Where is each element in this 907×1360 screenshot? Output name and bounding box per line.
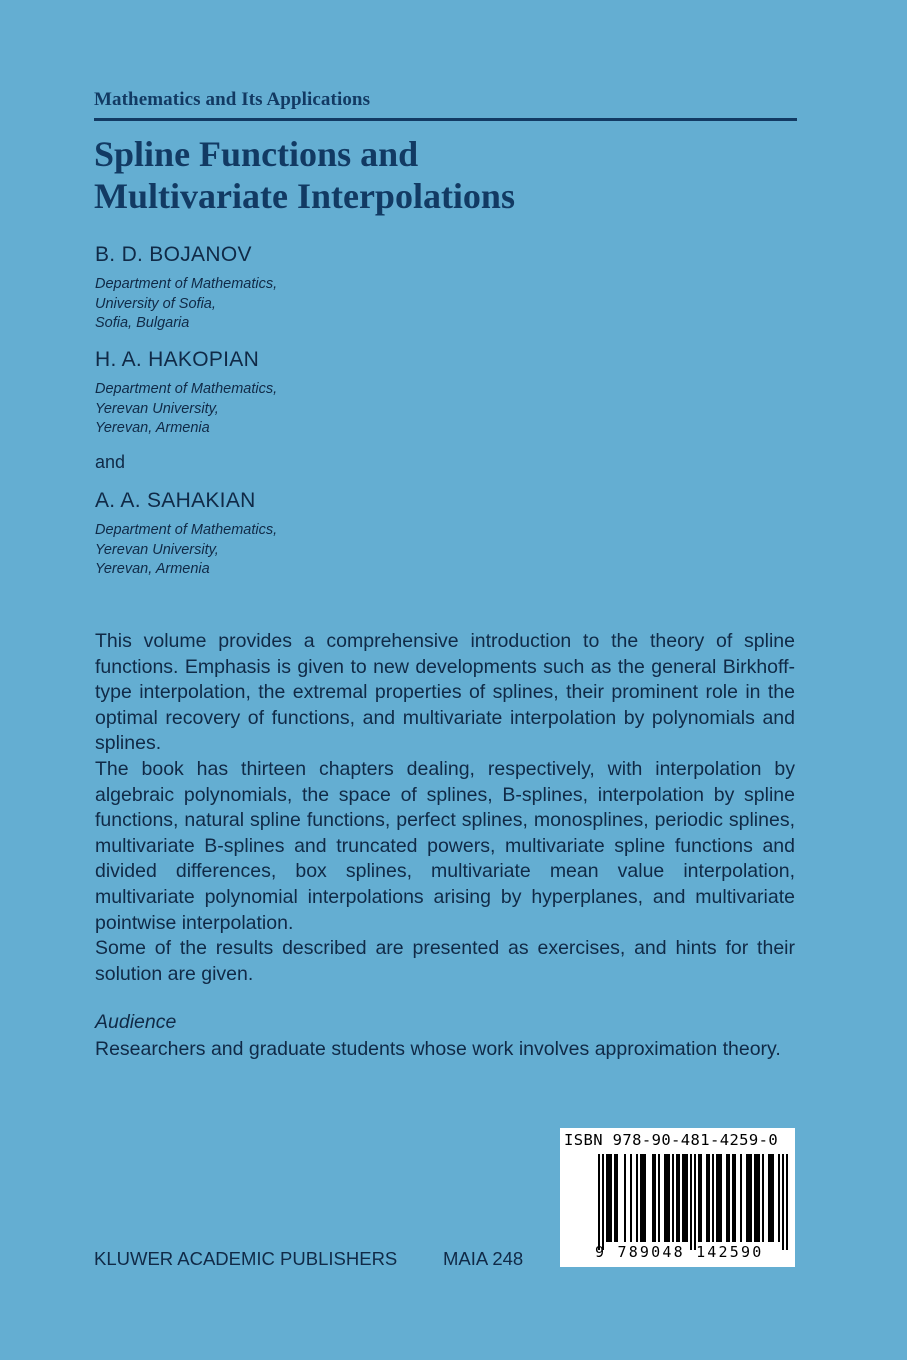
barcode-bar <box>640 1154 642 1242</box>
barcode-bar <box>772 1154 774 1242</box>
series-name: Mathematics and Its Applications <box>94 89 371 110</box>
barcode-bar <box>602 1154 604 1250</box>
affiliation-line: Yerevan University, <box>95 541 219 558</box>
author-affiliation <box>95 380 277 439</box>
barcode-bar <box>750 1154 752 1242</box>
barcode-bar <box>786 1154 788 1250</box>
barcode-bar <box>642 1154 644 1242</box>
barcode-bar <box>708 1154 710 1242</box>
barcode-bar <box>740 1154 742 1242</box>
barcode-bar <box>712 1154 714 1242</box>
description-paragraph: The book has thirteen chapters dealing, respectively, with interpolation by algebraic polynomials, the space of splines, B-splines, interpolation by spline functions, natural spline functions, perfect splines, monosplines, periodic splines, multivariate B-splines and truncated powers, multivariate spline functions and divided differences, box splines, multivariate mean value interpolation, multivariate polynomial interpolations arising by hyperplanes, and multivariate pointwise interpolation. <box>95 757 795 934</box>
isbn-label: ISBN 978-90-481-4259-0 <box>564 1131 779 1149</box>
barcode-bar <box>748 1154 750 1242</box>
affiliation-line: Sofia, Bulgaria <box>95 315 190 331</box>
barcode-bar <box>614 1154 616 1242</box>
barcode-bar <box>700 1154 702 1242</box>
description-paragraph: This volume provides a comprehensive introduction to the theory of spline functions. Emphasis is given to new developments such as the general Birkhoff-type interpolation, the extremal properties of splines, their prominent role in the optimal recovery of functions, and multivariate interpolation by polynomials and splines. <box>95 630 795 755</box>
barcode-bar <box>666 1154 668 1242</box>
ean-digits: 9 789048 142590 <box>595 1243 764 1261</box>
author-affiliation <box>95 275 277 334</box>
audience-heading: Audience <box>95 1011 177 1033</box>
affiliation-line: Department of Mathematics, <box>95 276 278 292</box>
barcode-bar <box>682 1154 684 1242</box>
barcode-bar <box>652 1154 654 1242</box>
barcode-bar <box>676 1154 678 1242</box>
title-line-2: Multivariate Interpolations <box>94 176 515 216</box>
affiliation-line: University of Sofia, <box>95 295 216 312</box>
book-description <box>95 629 795 987</box>
author-name: B. D. BOJANOV <box>95 243 252 266</box>
barcode-bar <box>698 1154 700 1242</box>
barcode-bar <box>718 1154 720 1242</box>
author-name: A. A. SAHAKIAN <box>95 489 256 512</box>
barcode-bar <box>768 1154 770 1242</box>
barcode-bar <box>770 1154 772 1242</box>
barcode-box <box>560 1128 795 1267</box>
barcode-bar <box>598 1154 600 1250</box>
barcode-bar <box>754 1154 756 1242</box>
barcode-bar <box>686 1154 688 1242</box>
barcode-bar <box>762 1154 764 1242</box>
book-title <box>94 133 515 217</box>
affiliation-line: Yerevan University, <box>95 400 219 417</box>
barcode-bar <box>644 1154 646 1242</box>
barcode-bar <box>734 1154 736 1242</box>
barcode-bar <box>668 1154 670 1242</box>
barcode-bar <box>664 1154 666 1242</box>
affiliation-line: Department of Mathematics, <box>95 522 278 538</box>
barcode-bar <box>630 1154 632 1242</box>
barcode-bar <box>720 1154 722 1242</box>
series-rule <box>94 118 797 121</box>
barcode-bar <box>658 1154 660 1242</box>
barcode-bar <box>716 1154 718 1242</box>
barcode-bar <box>636 1154 638 1242</box>
barcode-bar <box>610 1154 612 1242</box>
barcode-bar <box>758 1154 760 1242</box>
barcode-bar <box>678 1154 680 1242</box>
barcode-bar <box>690 1154 692 1250</box>
barcode-bar <box>606 1154 608 1242</box>
author-affiliation <box>95 521 277 580</box>
barcode-bar <box>608 1154 610 1242</box>
barcode-bar <box>728 1154 730 1242</box>
barcode-bar <box>782 1154 784 1250</box>
barcode-bar <box>778 1154 780 1242</box>
author-name: H. A. HAKOPIAN <box>95 348 260 371</box>
description-paragraph: Some of the results described are presented as exercises, and hints for their solution are given. <box>95 937 795 985</box>
barcode-bar <box>654 1154 656 1242</box>
barcode-bar <box>672 1154 674 1242</box>
title-line-1: Spline Functions and <box>94 134 419 174</box>
barcode-bar <box>694 1154 696 1250</box>
barcode-bar <box>684 1154 686 1242</box>
publisher-name: KLUWER ACADEMIC PUBLISHERS <box>94 1248 398 1269</box>
audience-text: Researchers and graduate students whose work involves approximation theory. <box>95 1038 781 1060</box>
barcode-bar <box>726 1154 728 1242</box>
affiliation-line: Yerevan, Armenia <box>95 561 210 577</box>
barcode-bar <box>732 1154 734 1242</box>
barcode-bar <box>624 1154 626 1242</box>
barcode-bar <box>756 1154 758 1242</box>
affiliation-line: Yerevan, Armenia <box>95 420 210 436</box>
and-connector: and <box>95 452 126 472</box>
series-number: MAIA 248 <box>443 1248 524 1269</box>
barcode-bar <box>616 1154 618 1242</box>
barcode-bar <box>706 1154 708 1242</box>
barcode-bar <box>746 1154 748 1242</box>
affiliation-line: Department of Mathematics, <box>95 381 278 397</box>
